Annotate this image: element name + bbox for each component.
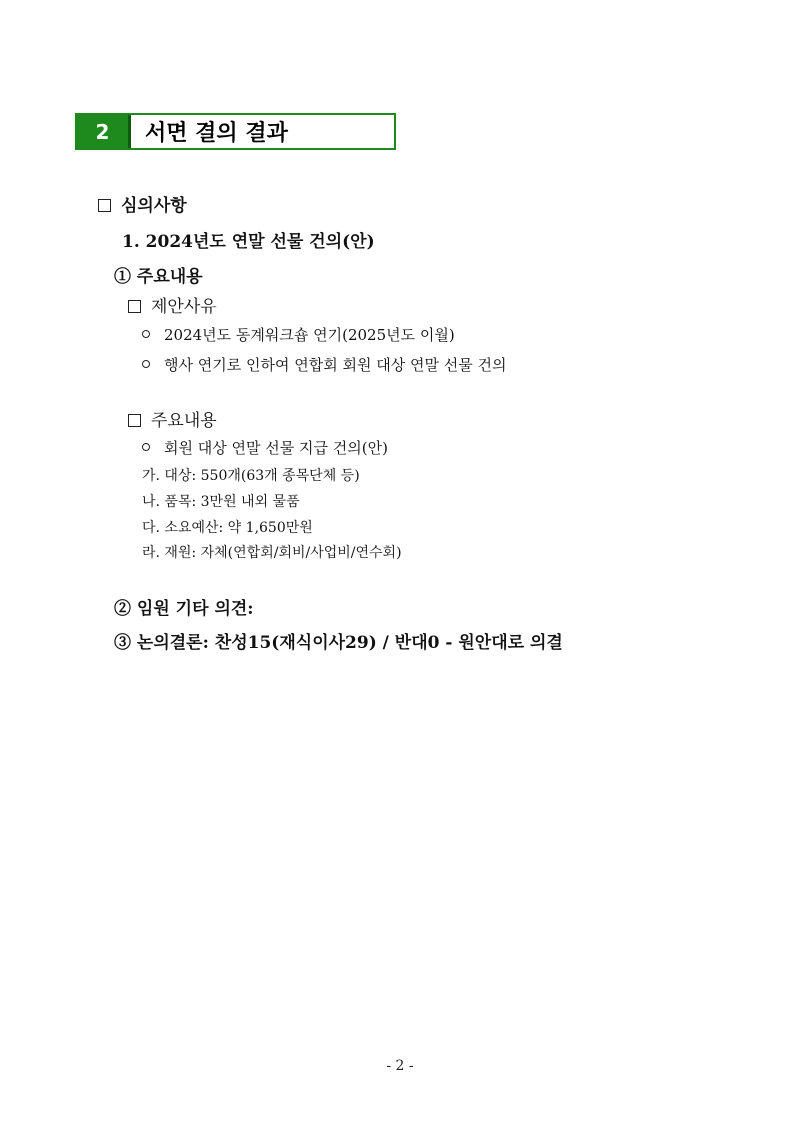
section-number: 2 [77,115,131,148]
content-line: 가. 대상: 550개(63개 종목단체 등) [142,468,360,484]
page-number: - 2 - [386,1058,414,1074]
content-line: 나. 품목: 3만원 내외 물품 [142,494,300,510]
section-title: 서면 결의 결과 [145,121,288,146]
item1-label: ① 주요내용 [114,267,203,287]
item2-opinion: ② 임원 기타 의견: [114,599,254,619]
reason-header: 제안사유 [128,292,217,317]
content-bullet: 회원 대상 연말 선물 지급 건의(안) [142,437,388,458]
item3-conclusion: ③ 논의결론: 찬성15(재식이사29) / 반대0 - 원안대로 의결 [114,633,563,653]
content-header: 주요내용 [128,406,217,431]
reason-bullet-1: 2024년도 동계워크숍 연기(2025년도 이월) [142,324,455,345]
checkbox-square-icon [98,199,111,212]
checkbox-square-icon [128,300,141,313]
circle-bullet-icon [142,360,150,368]
review-header: 심의사항 [98,191,187,216]
section-heading [75,113,396,150]
circle-bullet-icon [142,330,150,338]
circle-bullet-icon [142,443,150,451]
content-line: 라. 재원: 자체(연합회/회비/사업비/연수회) [142,545,402,561]
agenda-title: 1. 2024년도 연말 선물 건의(안) [122,232,375,252]
content-line: 다. 소요예산: 약 1,650만원 [142,520,313,536]
checkbox-square-icon [128,414,141,427]
reason-bullet-2: 행사 연기로 인하여 연합회 회원 대상 연말 선물 건의 [142,354,506,375]
